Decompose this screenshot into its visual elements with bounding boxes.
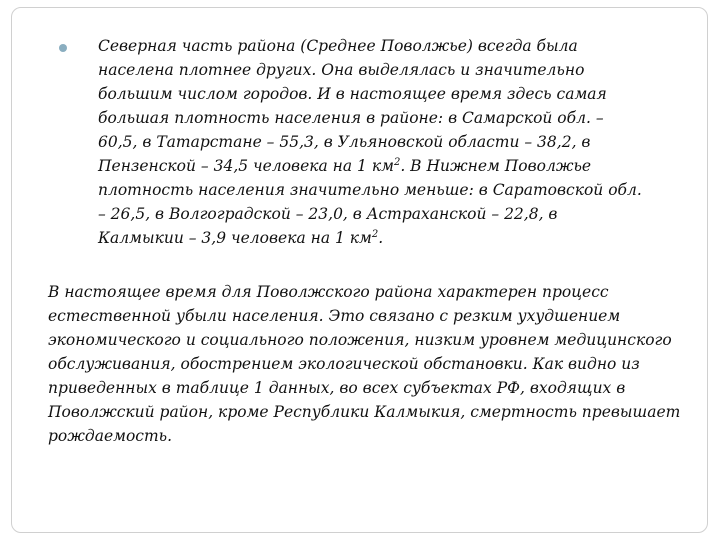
bullet-text [72, 34, 642, 250]
bullet-marker [59, 44, 67, 52]
bullet-text-part3: . [378, 229, 384, 247]
body-paragraph: В настоящее время для Поволжского района характерен процесс естественной убыли населения. Это связано с резким ухудшением экономического и социального положения, низким уровнем медицинского обслуживания, обострением экологической обстановки. Как видно из приведенных в таблице 1 данных, во всех субъектах РФ, входящих в Поволжский район, кроме Республики Калмыкия, смертность превышает рождаемость. [48, 283, 681, 445]
superscript-2: 2 [371, 228, 379, 240]
bullet-text-part2: . В Нижнем Поволжье плотность населения значительно меньше: в Саратовской обл. – 26,5, в Волгоградской – 23,0, в Астраханской – 22,8, в Калмыкии – 3,9 человека на 1 км [98, 157, 642, 247]
superscript-1: 2 [393, 156, 401, 168]
slide-frame [11, 7, 708, 533]
bullet-text-part1: Северная часть района (Среднее Поволжье) всегда была населена плотнее других. Она выделялась и значительно большим числом городов. И в настоящее время здесь самая большая плотность населения в районе: в Самарской обл. – 60,5, в Татарстане – 55,3, в Ульяновской области – 38,2, в Пензенской – 34,5 человека на 1 км [98, 37, 607, 175]
bullet-item [72, 34, 642, 250]
